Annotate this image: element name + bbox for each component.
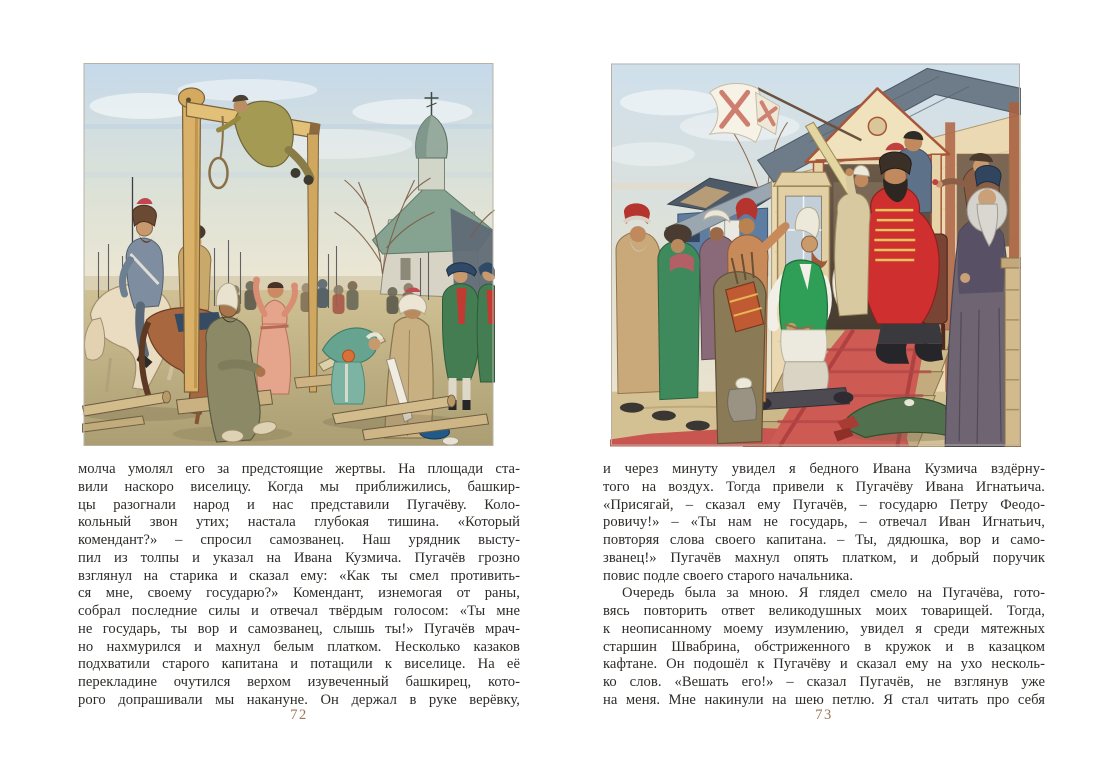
- right-page: [603, 0, 1045, 783]
- left-page-text: [78, 461, 520, 710]
- left-page-number: 72: [290, 707, 308, 723]
- text-line: того на воздух. Тогда привели к Пугачёву Ивана Игнатьича.: [603, 478, 1045, 495]
- text-line: но нахмурился и махнул белым платком. Несколько казаков: [78, 638, 520, 655]
- text-line: кафтане. Он подошёл к Пугачёву и сказал ему на ухо несколь-: [603, 656, 1045, 673]
- text-line: комендант?» – спросил самозванец. Наш урядник высту-: [78, 532, 520, 548]
- text-line: перекладине очутился верхом изувеченный башкирец, кото-: [78, 674, 520, 690]
- text-line: ровичу!» – «Ты нам не государь, – отвечал Иван Игнатьич,: [603, 514, 1045, 531]
- text-line: повис подле своего старого начальника.: [603, 567, 854, 584]
- illustration-gallows-scene: [82, 62, 495, 447]
- text-line: рого допрашивали мы накануне. Он держал в руке верёвку,: [78, 691, 520, 708]
- text-line: собрал последние силы и отвечал твёрдым голосом: «Ты мне: [78, 603, 520, 619]
- text-line: ко слов. «Вешать его!» – сказал Пугачёв, не взглянув уже: [603, 674, 1045, 690]
- text-line: на меня. Мне накинули на шею петлю. Я стал читать про себя: [603, 691, 1045, 708]
- text-line: вили наскоро виселицу. Когда мы приближились, башкир-: [78, 478, 520, 495]
- text-line: повторяя слова своего капитана. – Ты, дядюшка, вор и само-: [603, 532, 1045, 548]
- text-line: молча умолял его за предстоящие жертвы. На площади ста-: [78, 461, 520, 477]
- right-page-text: [603, 461, 1045, 710]
- text-line: званец!» Пугачёв махнул опять платком, и добрый поручик: [603, 549, 1045, 566]
- left-page: [78, 0, 520, 783]
- text-line: Очередь была за мною. Я глядел смело на Пугачёва, гото-: [622, 585, 1045, 602]
- text-line: кольный звон утих; настала глубокая тишина. «Который: [78, 514, 520, 531]
- text-line: к неописанному моему изумлению, увидел я среди мятежных: [603, 620, 1045, 637]
- text-line: ся мне, своему государю?» Комендант, изнемогая от раны,: [78, 585, 520, 602]
- right-page-number: 73: [815, 707, 833, 723]
- text-line: «Присягай, – сказал ему Пугачёв, – государю Петру Феодо-: [603, 496, 1045, 513]
- text-line: взглянул на старика и сказал ему: «Как ты смел противить-: [78, 567, 520, 584]
- text-line: подхватили старого капитана и потащили к виселице. На её: [78, 656, 520, 673]
- text-line: не государь, ты вор и самозванец, слышь ты!» Пугачёв мрач-: [78, 620, 520, 637]
- text-line: вясь повторить ответ великодушных моих товарищей. Тогда,: [603, 603, 1045, 619]
- text-line: старшин Швабрина, обстриженного в кружок и в казацком: [603, 638, 1045, 655]
- text-line: и через минуту увидел я бедного Ивана Кузмича вздёрну-: [603, 461, 1045, 477]
- illustration-pugachev-porch-scene: [610, 62, 1021, 447]
- text-line: цы разогнали народ и нас представили Пугачёву. Коло-: [78, 496, 520, 513]
- text-line: пил из толпы и указал на Ивана Кузмича. Пугачёв грозно: [78, 549, 520, 566]
